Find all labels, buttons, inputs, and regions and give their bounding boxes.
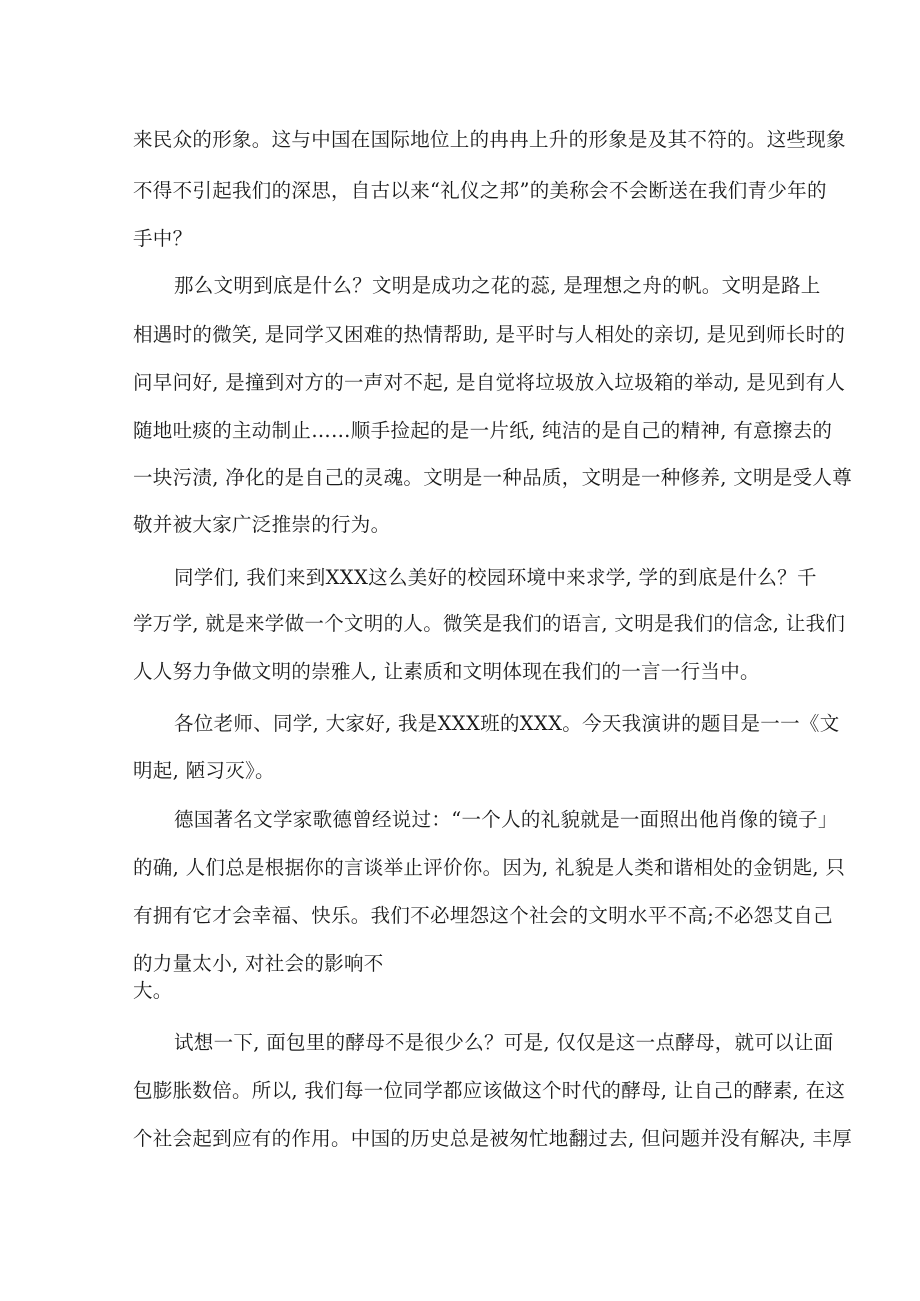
text-line: 随地吐痰的主动制止……顺手捡起的是一片纸, 纯洁的是自己的精神, 有意擦去的: [133, 419, 833, 442]
paragraph-first-line: 试想一下, 面包里的酵母不是很少么？可是, 仅仅是这一点酵母，就可以让面: [174, 1031, 834, 1054]
text-line: 一块污渍, 净化的是自己的灵魂。文明是一种品质，文明是一种修养, 文明是受人尊: [133, 466, 852, 489]
paragraph-first-line: 同学们, 我们来到XXX这么美好的校园环境中来求学, 学的到底是什么？千: [174, 566, 817, 589]
paragraph-first-line: 各位老师、同学, 大家好, 我是XXX班的XXX。今天我演讲的题目是一一《文: [174, 712, 840, 735]
text-line: 有拥有它才会幸福、快乐。我们不必埋怨这个社会的文明水平不高;不必怨艾自己: [133, 904, 833, 927]
text-line: 相遇时的微笑, 是同学又困难的热情帮助, 是平时与人相处的亲切, 是见到师长时的: [133, 323, 846, 346]
text-line: 手中？: [133, 227, 193, 250]
paragraph-first-line: 德国著名文学家歌德曾经说过：“一个人的礼貌就是一面照出他肖像的镜子」: [174, 808, 838, 831]
text-line: 敬并被大家广泛推崇的行为。: [133, 513, 391, 536]
text-line: 人人努力争做文明的崇雅人, 让素质和文明体现在我们的一言一行当中。: [133, 660, 760, 683]
text-line: 的确, 人们总是根据你的言谈举止评价你。因为, 礼貌是人类和谐相处的金钥匙, 只: [133, 856, 846, 879]
text-line: 问早问好, 是撞到对方的一声对不起, 是自觉将垃圾放入垃圾箱的举动, 是见到有人: [133, 371, 846, 394]
text-line: 的力量太小, 对社会的影响不: [133, 952, 384, 975]
text-line: 包膨胀数倍。所以, 我们每一位同学都应该做这个时代的酵母, 让自己的酵素, 在这: [133, 1079, 846, 1102]
text-line: 学万学, 就是来学做一个文明的人。微笑是我们的语言, 文明是我们的信念, 让我们: [133, 612, 846, 635]
text-line: 不得不引起我们的深思，自古以来“礼仪之邦”的美称会不会断送在我们青少年的: [133, 179, 827, 202]
text-line: 明起, 陋习灭》。: [133, 759, 275, 782]
text-line: 个社会起到应有的作用。中国的历史总是被匆忙地翻过去, 但问题并没有解决, 丰厚: [133, 1127, 852, 1150]
text-line: 大。: [133, 979, 173, 1002]
text-line: 来民众的形象。这与中国在国际地位上的冉冉上升的形象是及其不符的。这些现象: [133, 128, 846, 151]
paragraph-first-line: 那么文明到底是什么？文明是成功之花的蕊, 是理想之舟的帆。文明是路上: [174, 274, 821, 297]
